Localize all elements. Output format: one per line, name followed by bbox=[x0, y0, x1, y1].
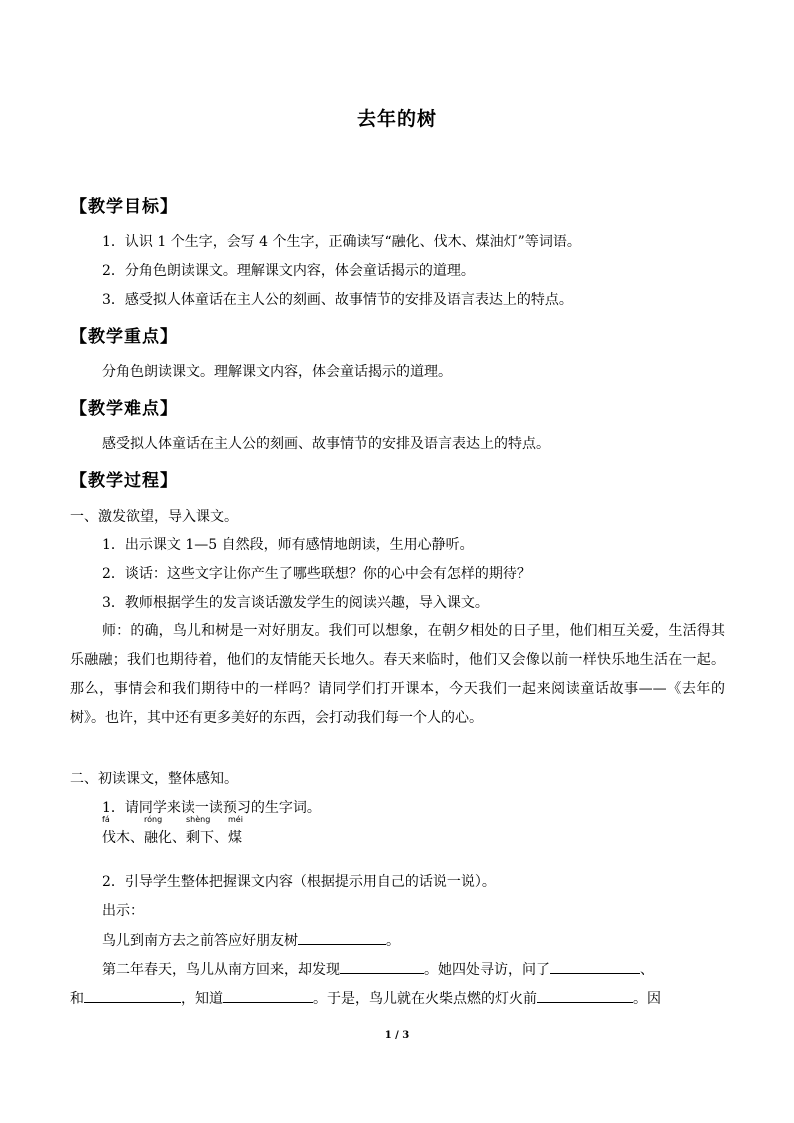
fill-line-1 bbox=[102, 930, 400, 951]
show-label: 出示： bbox=[102, 903, 144, 919]
answer-blank[interactable] bbox=[298, 930, 386, 945]
part1-title: 一、激发欲望，导入课文。 bbox=[70, 509, 238, 525]
objectives-heading: 【教学目标】 bbox=[70, 197, 178, 217]
page-number: 1 / 3 bbox=[384, 1030, 410, 1041]
key-points-heading: 【教学重点】 bbox=[70, 327, 178, 347]
vocab-rest: 下、 bbox=[200, 830, 228, 846]
objective-item-3: 3．感受拟人体童话在主人公的刻画、故事情节的安排及语言表达上的特点。 bbox=[102, 292, 573, 308]
difficulties-heading: 【教学难点】 bbox=[70, 399, 178, 419]
pinyin: méi bbox=[228, 815, 243, 824]
part1-item-3: 3．教师根据学生的发言谈话激发学生的阅读兴趣，导入课文。 bbox=[102, 595, 489, 611]
part1-paragraph: 师：的确，鸟儿和树是一对好朋友。我们可以想象，在朝夕相处的日子里，他们相互关爱，生活得其乐融融；我们也期待着，他们的友情能天长地久。春天来临时，他们又会像以前一样快乐地生活在一起。那么，事情会和我们期待中的一样吗？请同学们打开课本，今天我们一起来阅读童话故事——《去年的树》。也许，其中还有更多美好的东西，会打动我们每一个人的心。 bbox=[70, 623, 725, 726]
document-title: 去年的树 bbox=[356, 108, 437, 130]
part1-item-1: 1．出示课文 1—5 自然段，师有感情地朗读，生用心静听。 bbox=[102, 537, 474, 553]
vocab-word bbox=[186, 815, 228, 847]
fill2-c: 、 bbox=[640, 962, 654, 978]
key-points-text: 分角色朗读课文。理解课文内容，体会童话揭示的道理。 bbox=[102, 364, 452, 380]
vocab-word bbox=[102, 815, 144, 847]
vocab-rest: 化、 bbox=[158, 830, 186, 846]
part2-item-1: 1．请同学来读一读预习的生字词。 bbox=[102, 800, 321, 816]
part2-title: 二、初读课文，整体感知。 bbox=[70, 771, 238, 787]
difficulties-text: 感受拟人体童话在主人公的刻画、故事情节的安排及语言表达上的特点。 bbox=[102, 436, 550, 452]
fill2-a: 第二年春天，鸟儿从南方回来，却发现 bbox=[102, 962, 340, 978]
fill1-end: 。 bbox=[386, 933, 400, 949]
fill3-c: 。于是，鸟儿就在火柴点燃的灯火前 bbox=[313, 991, 537, 1007]
pinyin: shèng bbox=[186, 815, 211, 824]
fill3-b: ，知道 bbox=[181, 991, 223, 1007]
fill-line-3 bbox=[70, 988, 661, 1009]
pinyin: fá bbox=[102, 815, 110, 824]
answer-blank[interactable] bbox=[340, 959, 424, 974]
fill-line-2 bbox=[102, 959, 654, 980]
vocab-char: 伐 bbox=[102, 830, 116, 846]
process-heading: 【教学过程】 bbox=[70, 471, 178, 491]
fill3-a: 和 bbox=[70, 991, 84, 1007]
objective-item-2: 2．分角色朗读课文。理解课文内容，体会童话揭示的道理。 bbox=[102, 263, 475, 279]
answer-blank[interactable] bbox=[550, 959, 640, 974]
vocab-char: 煤 bbox=[228, 830, 242, 846]
fill1-text: 鸟儿到南方去之前答应好朋友树 bbox=[102, 933, 298, 949]
vocab-words bbox=[102, 815, 243, 847]
objective-item-1: 1．认识 1 个生字，会写 4 个生字，正确读写“融化、伐木、煤油灯”等词语。 bbox=[102, 234, 581, 250]
fill3-d: 。因 bbox=[633, 991, 661, 1007]
vocab-word bbox=[228, 815, 243, 847]
fill2-b: 。她四处寻访，问了 bbox=[424, 962, 550, 978]
answer-blank[interactable] bbox=[84, 988, 181, 1003]
answer-blank[interactable] bbox=[537, 988, 633, 1003]
pinyin: róng bbox=[144, 815, 163, 824]
vocab-rest: 木、 bbox=[116, 830, 144, 846]
part1-item-2: 2．谈话：这些文字让你产生了哪些联想？你的心中会有怎样的期待？ bbox=[102, 566, 531, 582]
answer-blank[interactable] bbox=[223, 988, 313, 1003]
part2-item-2: 2．引导学生整体把握课文内容（根据提示用自己的话说一说）。 bbox=[102, 874, 496, 890]
vocab-char: 剩 bbox=[186, 830, 200, 846]
vocab-word bbox=[144, 815, 186, 847]
vocab-char: 融 bbox=[144, 830, 158, 846]
